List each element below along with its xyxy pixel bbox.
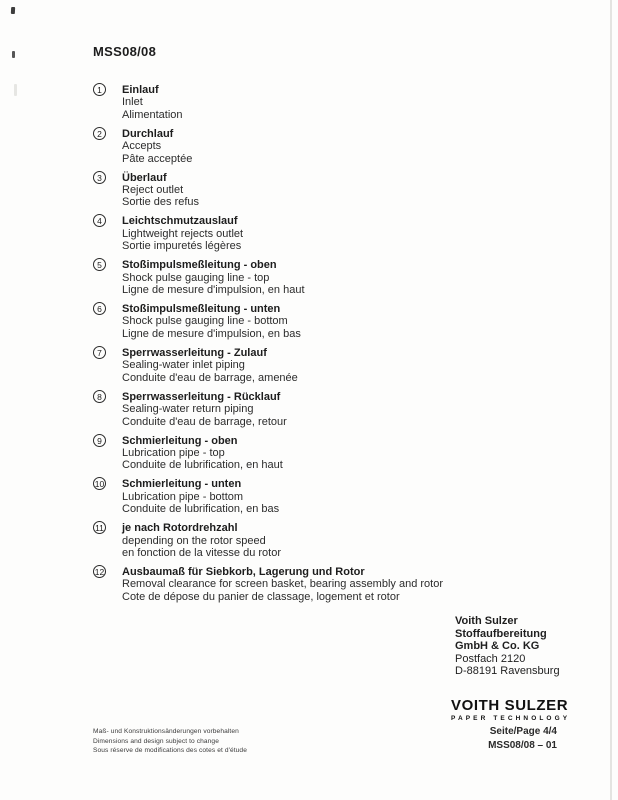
list-item bbox=[93, 259, 553, 296]
item-label-english: Lightweight rejects outlet bbox=[122, 227, 244, 240]
item-label-french: Conduite de lubrification, en haut bbox=[122, 459, 283, 472]
item-label-french: Conduite d'eau de barrage, retour bbox=[122, 415, 287, 428]
item-number-badge: 1 bbox=[93, 83, 106, 96]
item-label-english: Accepts bbox=[122, 140, 162, 153]
company-name-line: Stoffaufbereitung bbox=[455, 627, 547, 640]
item-label-english: Removal clearance for screen basket, bearing assembly and rotor bbox=[122, 578, 443, 591]
item-number-badge: 4 bbox=[93, 214, 106, 227]
item-number-badge: 3 bbox=[93, 171, 106, 184]
item-number-badge: 9 bbox=[93, 434, 106, 447]
item-label-german: Durchlauf bbox=[122, 127, 174, 140]
disclaimer-french: Sous réserve de modifications des cotes et d'étude bbox=[93, 747, 247, 755]
item-label-french: Ligne de mesure d'impulsion, en bas bbox=[122, 327, 301, 340]
item-label-english: Reject outlet bbox=[122, 184, 184, 197]
item-number-badge: 11 bbox=[93, 521, 106, 534]
item-label-english: Sealing-water return piping bbox=[122, 403, 254, 416]
item-label-german: Leichtschmutzauslauf bbox=[122, 215, 238, 228]
scan-edge-line bbox=[610, 0, 612, 800]
page-title: MSS08/08 bbox=[93, 44, 157, 59]
item-label-german: Sperrwasserleitung - Rücklauf bbox=[122, 390, 281, 403]
item-label-french: Ligne de mesure d'impulsion, en haut bbox=[122, 284, 305, 297]
document-number: MSS08/08 – 01 bbox=[488, 739, 557, 751]
legend-item-list bbox=[93, 84, 553, 610]
logo-tagline: PAPER TECHNOLOGY bbox=[451, 715, 571, 722]
item-label-french: en fonction de la vitesse du rotor bbox=[122, 546, 281, 559]
item-label-english: Inlet bbox=[122, 96, 143, 109]
disclaimer-block bbox=[93, 727, 247, 756]
item-number-badge: 6 bbox=[93, 302, 106, 315]
voith-sulzer-logo bbox=[451, 698, 570, 722]
disclaimer-german: Maß- und Konstruktionsänderungen vorbehalten bbox=[93, 728, 239, 735]
item-number-badge: 5 bbox=[93, 258, 106, 271]
item-label-english: Shock pulse gauging line - bottom bbox=[122, 315, 288, 328]
item-label-french: Pâte acceptée bbox=[122, 152, 193, 165]
item-number-badge: 10 bbox=[94, 479, 105, 490]
item-label-german: Einlauf bbox=[122, 84, 159, 96]
item-label-german: Stoßimpulsmeßleitung - unten bbox=[122, 303, 281, 316]
item-label-german: Sperrwasserleitung - Zulauf bbox=[122, 346, 267, 359]
scan-punch-mark bbox=[14, 84, 17, 96]
company-name-line: Voith Sulzer bbox=[455, 615, 518, 627]
company-name-line: GmbH & Co. KG bbox=[455, 640, 540, 653]
list-item bbox=[93, 391, 553, 428]
item-number-badge: 7 bbox=[93, 346, 106, 359]
item-label-german: Stoßimpulsmeßleitung - oben bbox=[122, 259, 277, 272]
item-label-french: Alimentation bbox=[122, 108, 183, 121]
item-number-badge: 2 bbox=[93, 127, 106, 140]
item-label-german: Ausbaumaß für Siebkorb, Lagerung und Rotor bbox=[122, 565, 365, 578]
item-label-german: Überlauf bbox=[122, 171, 167, 184]
item-label-english: depending on the rotor speed bbox=[122, 534, 266, 547]
item-label-english: Lubrication pipe - bottom bbox=[122, 490, 244, 503]
list-item bbox=[93, 522, 553, 559]
item-label-french: Conduite d'eau de barrage, amenée bbox=[122, 371, 298, 384]
list-item bbox=[93, 128, 553, 165]
item-label-english: Lubrication pipe - top bbox=[122, 446, 225, 459]
item-label-french: Conduite de lubrification, en bas bbox=[122, 503, 280, 516]
list-item bbox=[93, 435, 553, 472]
scan-punch-mark bbox=[12, 51, 15, 58]
page-number-block bbox=[488, 725, 557, 752]
item-label-german: je nach Rotordrehzahl bbox=[122, 522, 238, 535]
list-item bbox=[93, 172, 553, 209]
item-label-english: Shock pulse gauging line - top bbox=[122, 271, 270, 284]
disclaimer-english: Dimensions and design subject to change bbox=[93, 737, 219, 745]
item-label-german: Schmierleitung - unten bbox=[122, 478, 242, 491]
company-address-line: D-88191 Ravensburg bbox=[455, 665, 560, 678]
list-item bbox=[93, 478, 553, 515]
company-address-block bbox=[455, 615, 560, 678]
list-item bbox=[93, 566, 553, 603]
item-label-german: Schmierleitung - oben bbox=[122, 434, 238, 447]
item-label-french: Sortie impuretés légères bbox=[122, 240, 242, 253]
company-address-line: Postfach 2120 bbox=[455, 652, 526, 665]
list-item bbox=[93, 84, 553, 121]
list-item bbox=[93, 347, 553, 384]
item-label-french: Sortie des refus bbox=[122, 196, 200, 209]
logo-wordmark: VOITH SULZER bbox=[451, 697, 569, 714]
scan-punch-mark bbox=[11, 7, 15, 14]
list-item bbox=[93, 215, 553, 252]
item-label-french: Cote de dépose du panier de classage, logement et rotor bbox=[122, 590, 400, 603]
list-item bbox=[93, 303, 553, 340]
item-label-english: Sealing-water inlet piping bbox=[122, 359, 245, 372]
page-number: Seite/Page 4/4 bbox=[489, 726, 557, 737]
item-number-badge: 8 bbox=[93, 390, 106, 403]
item-number-badge: 12 bbox=[94, 566, 105, 577]
